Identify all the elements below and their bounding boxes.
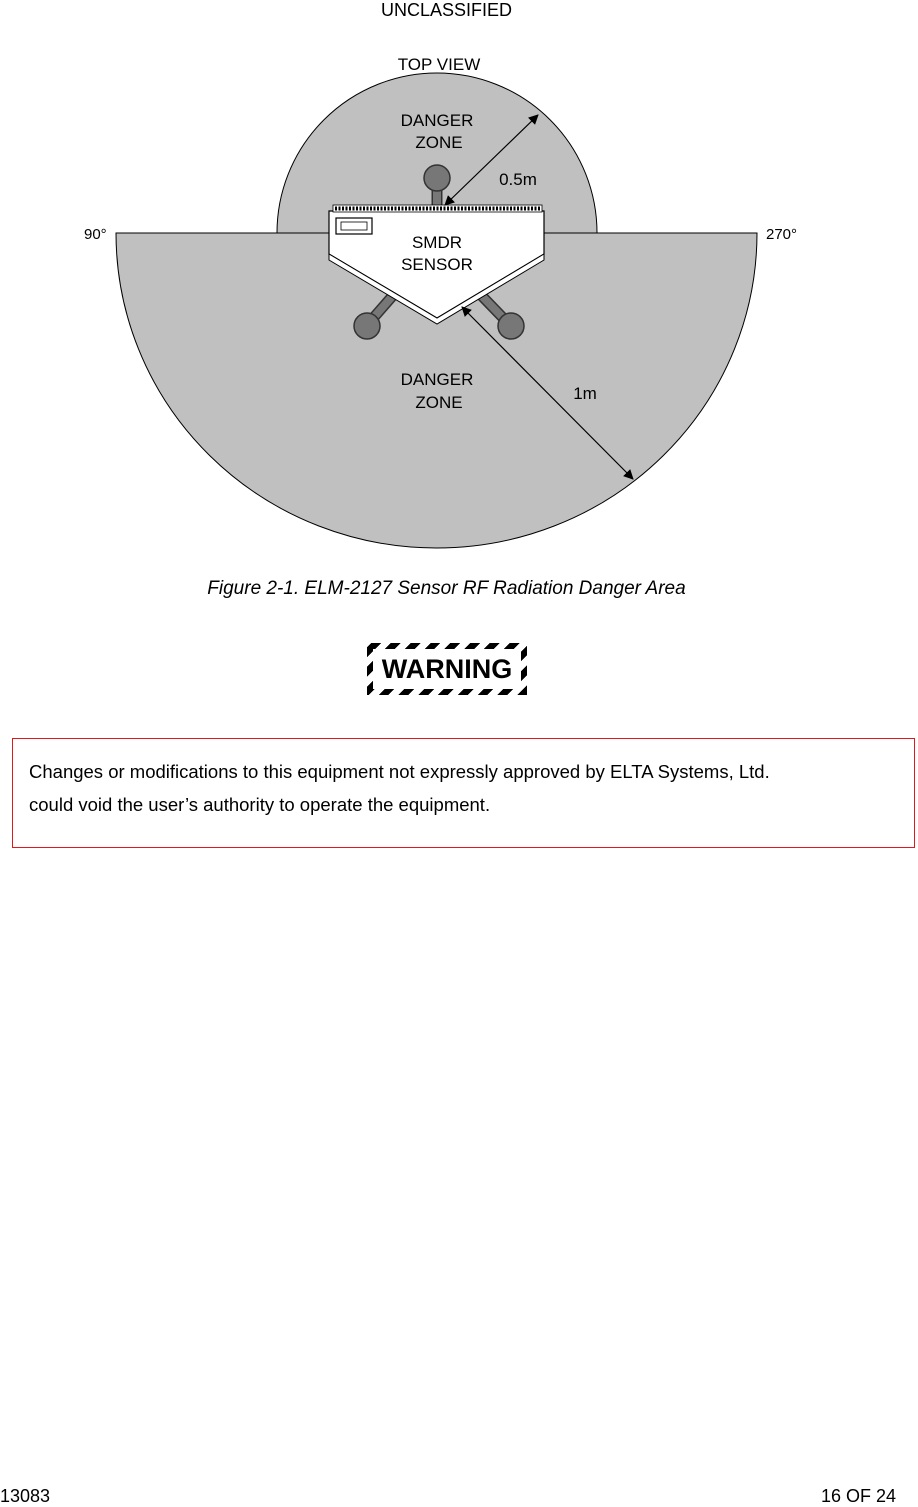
lower-zone-label-2: ZONE xyxy=(415,393,463,412)
upper-zone-label-2: ZONE xyxy=(415,133,463,152)
danger-area-figure xyxy=(0,40,918,560)
upper-zone-label-1: DANGER xyxy=(400,111,474,130)
classification-header: UNCLASSIFIED xyxy=(380,0,513,20)
sensor-label-2: SENSOR xyxy=(401,255,473,274)
upper-distance-label: 0.5m xyxy=(499,170,537,189)
warning-text-line-1: Changes or modifications to this equipment not expressly approved by ELTA Systems, Ltd. xyxy=(29,761,770,782)
figure-caption: Figure 2-1. ELM-2127 Sensor RF Radiation Danger Area xyxy=(207,578,686,599)
lower-zone-label-1: DANGER xyxy=(400,370,474,389)
warning-badge xyxy=(367,643,527,695)
document-number: 13083 xyxy=(0,1486,51,1506)
page-number: 16 OF 24 xyxy=(820,1486,896,1506)
warning-text-line-2: could void the user’s authority to operate the equipment. xyxy=(29,794,491,815)
sensor-label-1: SMDR xyxy=(411,233,463,252)
angle-right-label: 270° xyxy=(766,226,798,243)
top-view-label: TOP VIEW xyxy=(397,55,481,74)
angle-left-label: 90° xyxy=(84,226,107,243)
warning-notice xyxy=(12,738,915,848)
lower-distance-label: 1m xyxy=(573,384,597,403)
warning-badge-label: WARNING xyxy=(373,649,521,689)
